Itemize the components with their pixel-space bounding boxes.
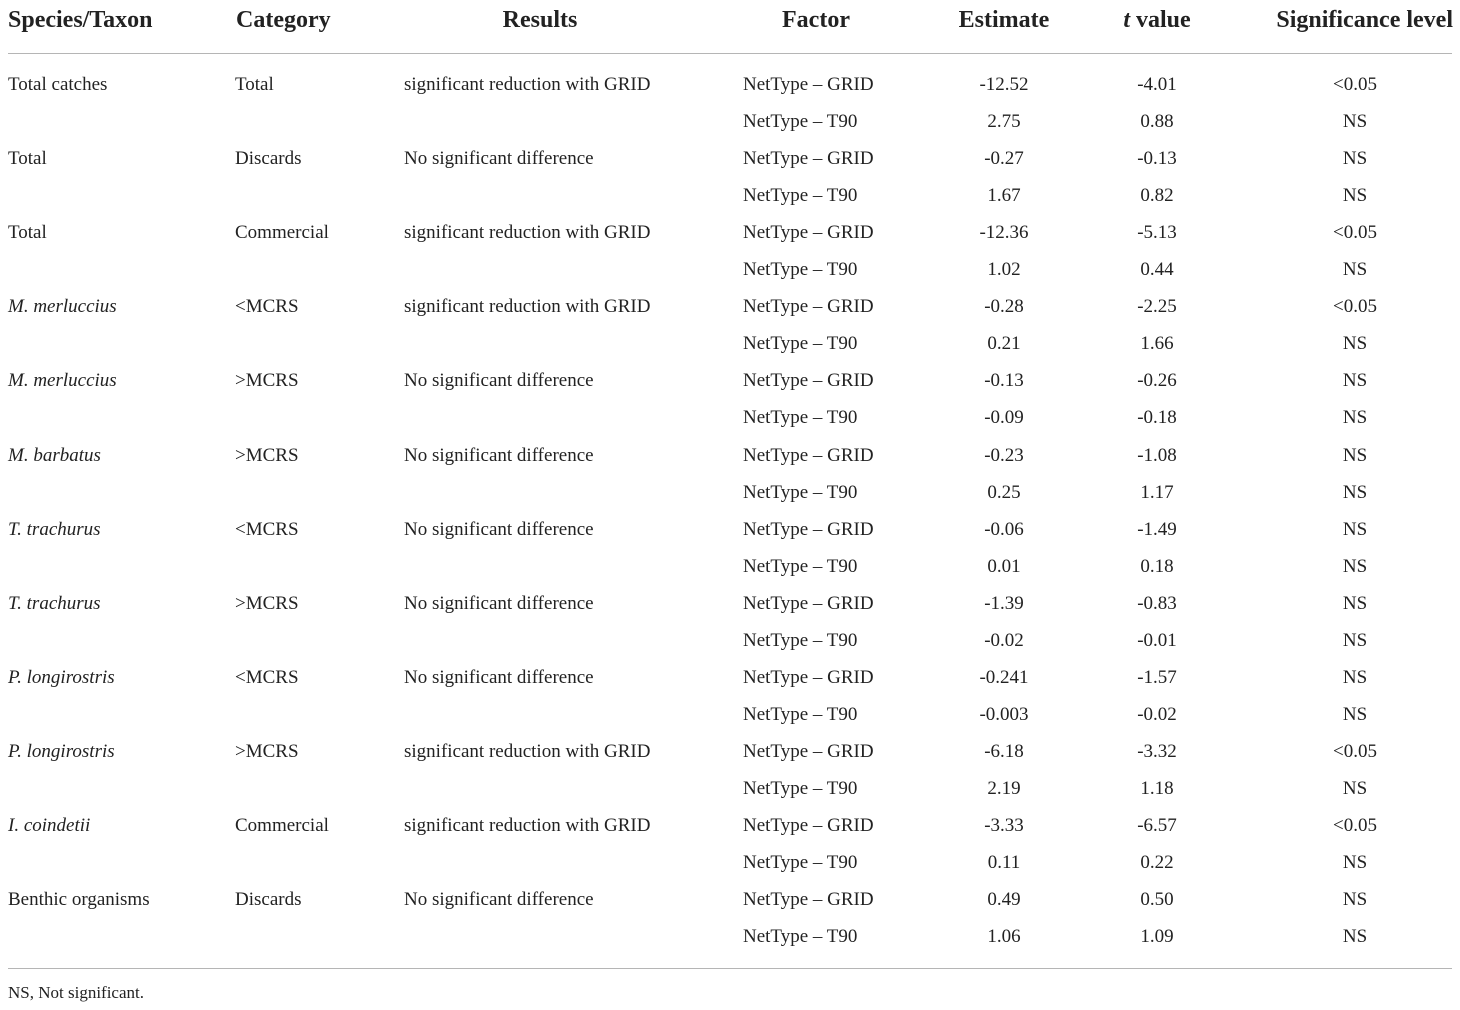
- species-cell: Total: [8, 222, 47, 244]
- factor-cell: NetType – GRID: [743, 296, 874, 318]
- result-cell: significant reduction with GRID: [404, 815, 651, 836]
- header-estimate: Estimate: [958, 7, 1050, 33]
- estimate-cell: 0.11: [987, 852, 1021, 874]
- factor-cell: NetType – GRID: [743, 592, 874, 614]
- category-cell: <MCRS: [235, 296, 299, 318]
- category-cell: <MCRS: [235, 518, 299, 540]
- factor-cell: NetType – GRID: [743, 222, 874, 244]
- factor-cell: NetType – GRID: [743, 444, 874, 466]
- category-cell: <MCRS: [235, 666, 299, 688]
- category-cell: Discards: [235, 148, 302, 170]
- result-cell: No significant difference: [404, 148, 594, 170]
- species-cell: P. longirostris: [8, 740, 115, 762]
- species-cell: I. coindetii: [8, 815, 91, 836]
- significance-cell: NS: [1342, 518, 1368, 540]
- significance-cell: NS: [1342, 333, 1368, 355]
- estimate-cell: 1.06: [987, 926, 1021, 948]
- significance-cell: NS: [1342, 259, 1368, 281]
- significance-cell: NS: [1342, 629, 1368, 651]
- significance-cell: NS: [1342, 703, 1368, 725]
- t-value-cell: -1.08: [1137, 444, 1177, 466]
- significance-cell: NS: [1342, 852, 1368, 874]
- estimate-cell: -6.18: [984, 740, 1024, 762]
- table-row: [0, 103, 1460, 140]
- t-value-cell: 0.82: [1140, 185, 1174, 207]
- estimate-cell: -0.23: [984, 444, 1024, 466]
- factor-cell: NetType – T90: [743, 703, 858, 725]
- factor-cell: NetType – T90: [743, 111, 858, 133]
- species-cell: M. merluccius: [8, 296, 117, 318]
- result-cell: No significant difference: [404, 518, 594, 540]
- table-row: [0, 622, 1460, 659]
- factor-cell: NetType – T90: [743, 259, 858, 281]
- species-cell: Total: [8, 148, 47, 170]
- significance-cell: NS: [1342, 185, 1368, 207]
- table-row: [0, 844, 1460, 881]
- table-row: [0, 733, 1460, 770]
- table-row: [0, 177, 1460, 214]
- significance-cell: NS: [1342, 592, 1368, 614]
- footnote: NS, Not significant.: [8, 983, 144, 1002]
- species-cell: T. trachurus: [8, 592, 101, 614]
- t-value-cell: -0.26: [1137, 370, 1177, 392]
- category-cell: Commercial: [235, 222, 329, 244]
- header-t-label: value: [1130, 7, 1191, 33]
- factor-cell: NetType – GRID: [743, 740, 874, 762]
- category-cell: Discards: [235, 889, 302, 911]
- t-value-cell: -5.13: [1137, 222, 1177, 244]
- table-row: [0, 511, 1460, 548]
- estimate-cell: -1.39: [984, 592, 1024, 614]
- table-row: [0, 362, 1460, 399]
- t-value-cell: 0.88: [1140, 111, 1174, 133]
- significance-cell: NS: [1342, 481, 1368, 503]
- t-value-cell: -0.83: [1137, 592, 1177, 614]
- species-cell: Benthic organisms: [8, 889, 150, 911]
- header-category: Category: [236, 7, 331, 33]
- factor-cell: NetType – T90: [743, 926, 858, 948]
- category-cell: Commercial: [235, 815, 329, 836]
- species-cell: T. trachurus: [8, 518, 101, 540]
- estimate-cell: -3.33: [984, 815, 1024, 836]
- factor-cell: NetType – GRID: [743, 518, 874, 540]
- table-row: [0, 288, 1460, 325]
- header-significance: Significance level: [1276, 7, 1453, 33]
- category-cell: >MCRS: [235, 370, 299, 392]
- table-row: [0, 881, 1460, 918]
- significance-cell: NS: [1342, 889, 1368, 911]
- species-cell: M. barbatus: [8, 444, 101, 466]
- table-row: [0, 140, 1460, 177]
- t-value-cell: 0.22: [1140, 852, 1174, 874]
- t-value-cell: 0.50: [1140, 889, 1174, 911]
- t-value-cell: -3.32: [1137, 740, 1177, 762]
- factor-cell: NetType – T90: [743, 629, 858, 651]
- header-factor: Factor: [782, 7, 850, 33]
- significance-cell: NS: [1342, 370, 1368, 392]
- header-t-symbol: t: [1123, 7, 1130, 33]
- t-value-cell: -2.25: [1137, 296, 1177, 318]
- t-value-cell: -4.01: [1137, 74, 1177, 95]
- t-value-cell: 0.44: [1140, 259, 1174, 281]
- factor-cell: NetType – T90: [743, 555, 858, 577]
- factor-cell: NetType – T90: [743, 481, 858, 503]
- result-cell: No significant difference: [404, 592, 594, 614]
- t-value-cell: -0.18: [1137, 407, 1177, 429]
- significance-cell: NS: [1342, 407, 1368, 429]
- category-cell: Total: [235, 74, 274, 95]
- significance-cell: NS: [1342, 148, 1368, 170]
- table-row: [0, 325, 1460, 362]
- factor-cell: NetType – T90: [743, 185, 858, 207]
- t-value-cell: 1.66: [1140, 333, 1174, 355]
- result-cell: No significant difference: [404, 444, 594, 466]
- table-row: [0, 66, 1460, 103]
- estimate-cell: 0.21: [987, 333, 1021, 355]
- estimate-cell: -0.27: [984, 148, 1024, 170]
- t-value-cell: -0.13: [1137, 148, 1177, 170]
- factor-cell: NetType – GRID: [743, 148, 874, 170]
- header-species: Species/Taxon: [8, 7, 153, 33]
- estimate-cell: 1.02: [987, 259, 1021, 281]
- estimate-cell: -0.003: [979, 703, 1029, 725]
- t-value-cell: -0.01: [1137, 629, 1177, 651]
- estimate-cell: -0.09: [984, 407, 1024, 429]
- header-divider: [8, 53, 1452, 54]
- table-row: [0, 548, 1460, 585]
- significance-cell: <0.05: [1333, 740, 1377, 762]
- factor-cell: NetType – GRID: [743, 815, 874, 836]
- t-value-cell: 1.17: [1140, 481, 1174, 503]
- t-value-cell: 1.09: [1140, 926, 1174, 948]
- table-row: [0, 474, 1460, 511]
- estimate-cell: -0.241: [979, 666, 1029, 688]
- t-value-cell: 0.18: [1140, 555, 1174, 577]
- factor-cell: NetType – GRID: [743, 370, 874, 392]
- table-row: [0, 585, 1460, 622]
- factor-cell: NetType – T90: [743, 852, 858, 874]
- significance-cell: NS: [1342, 444, 1368, 466]
- category-cell: >MCRS: [235, 592, 299, 614]
- significance-cell: NS: [1342, 777, 1368, 799]
- estimate-cell: -0.13: [984, 370, 1024, 392]
- t-value-cell: -1.57: [1137, 666, 1177, 688]
- estimate-cell: -0.28: [984, 296, 1024, 318]
- species-cell: Total catches: [8, 74, 108, 95]
- significance-cell: NS: [1342, 555, 1368, 577]
- table-row: [0, 918, 1460, 955]
- estimate-cell: -12.36: [979, 222, 1029, 244]
- t-value-cell: 1.18: [1140, 777, 1174, 799]
- factor-cell: NetType – GRID: [743, 74, 874, 95]
- category-cell: >MCRS: [235, 740, 299, 762]
- estimate-cell: -12.52: [979, 74, 1029, 95]
- estimate-cell: 2.75: [987, 111, 1021, 133]
- table-row: [0, 807, 1460, 844]
- species-cell: M. merluccius: [8, 370, 117, 392]
- result-cell: significant reduction with GRID: [404, 740, 651, 762]
- significance-cell: <0.05: [1333, 296, 1377, 318]
- species-cell: P. longirostris: [8, 666, 115, 688]
- factor-cell: NetType – T90: [743, 777, 858, 799]
- significance-cell: NS: [1342, 666, 1368, 688]
- significance-cell: NS: [1342, 111, 1368, 133]
- table-row: [0, 437, 1460, 474]
- table-row: [0, 251, 1460, 288]
- estimate-cell: 1.67: [987, 185, 1021, 207]
- table-row: [0, 214, 1460, 251]
- category-cell: >MCRS: [235, 444, 299, 466]
- table-bottom-rule: [8, 968, 1452, 969]
- factor-cell: NetType – T90: [743, 333, 858, 355]
- factor-cell: NetType – T90: [743, 407, 858, 429]
- significance-cell: <0.05: [1333, 222, 1377, 244]
- significance-cell: <0.05: [1333, 815, 1377, 836]
- t-value-cell: -1.49: [1137, 518, 1177, 540]
- estimate-cell: 0.49: [987, 889, 1021, 911]
- table-row: [0, 659, 1460, 696]
- result-cell: No significant difference: [404, 889, 594, 911]
- significance-cell: NS: [1342, 926, 1368, 948]
- t-value-cell: -6.57: [1137, 815, 1177, 836]
- factor-cell: NetType – GRID: [743, 666, 874, 688]
- factor-cell: NetType – GRID: [743, 889, 874, 911]
- result-cell: No significant difference: [404, 370, 594, 392]
- header-t-value: [1097, 0, 1217, 40]
- table-row: [0, 770, 1460, 807]
- estimate-cell: 2.19: [987, 777, 1021, 799]
- estimate-cell: -0.06: [984, 518, 1024, 540]
- table-row: [0, 696, 1460, 733]
- result-cell: significant reduction with GRID: [404, 74, 651, 95]
- result-cell: significant reduction with GRID: [404, 222, 651, 244]
- table-row: [0, 399, 1460, 436]
- result-cell: significant reduction with GRID: [404, 296, 651, 318]
- header-results: Results: [502, 7, 578, 33]
- t-value-cell: -0.02: [1137, 703, 1177, 725]
- estimate-cell: 0.25: [987, 481, 1021, 503]
- result-cell: No significant difference: [404, 666, 594, 688]
- significance-cell: <0.05: [1333, 74, 1377, 95]
- estimate-cell: 0.01: [987, 555, 1021, 577]
- estimate-cell: -0.02: [984, 629, 1024, 651]
